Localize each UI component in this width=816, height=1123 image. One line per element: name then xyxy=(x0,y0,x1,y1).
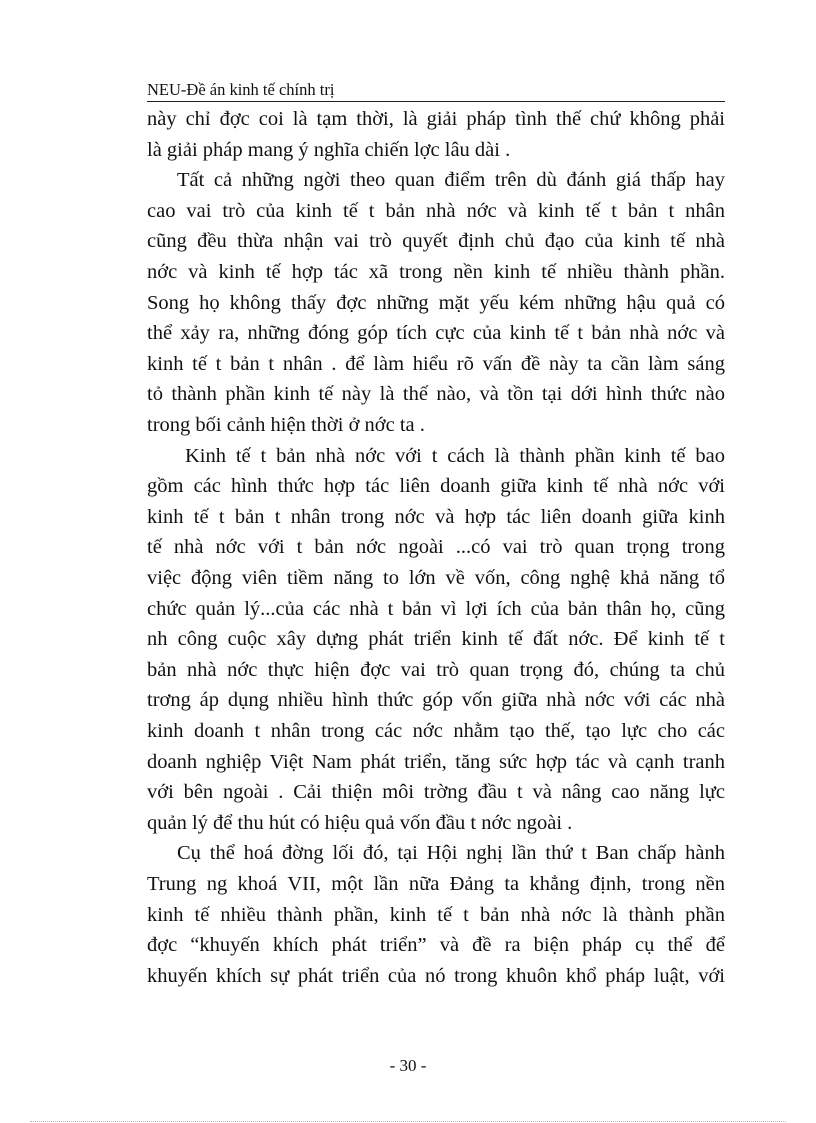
text-line: nớc và kinh tế hợp tác xã trong nền kinh tế nhiều thành phần. xyxy=(147,261,725,283)
text-line: là giải pháp mang ý nghĩa chiến lợc lâu dài . xyxy=(147,138,511,161)
text-line: trong bối cảnh hiện thời ở nớc ta . xyxy=(147,414,425,436)
text-line: này chỉ đợc coi là tạm thời, là giải pháp tình thế chứ không phải xyxy=(147,108,725,130)
text-line: quản lý để thu hút có hiệu quả vốn đầu t nớc ngoài . xyxy=(147,811,573,834)
text-line: tế nhà nớc với t bản nớc ngoài ...có vai trò quan trọng trong xyxy=(147,536,725,559)
text-line: gồm các hình thức hợp tác liên doanh giữa kinh tế nhà nớc với xyxy=(147,475,725,498)
page-bottom-rule xyxy=(30,1121,786,1122)
text-line: tỏ thành phần kinh tế này là thế nào, và tồn tại dới hình thức nào xyxy=(147,383,725,406)
text-line: cao vai trò của kinh tế t bản nhà nớc và kinh tế t bản t nhân xyxy=(147,199,725,222)
text-line: thể xảy ra, những đóng góp tích cực của kinh tế t bản nhà nớc và xyxy=(147,322,725,345)
text-line: doanh nghiệp Việt Nam phát triển, tăng sức hợp tác và cạnh tranh xyxy=(147,750,725,773)
text-line: đợc “khuyến khích phát triển” và đề ra biện pháp cụ thể để xyxy=(147,934,725,957)
text-line: Trung ng khoá VII, một lần nữa Đảng ta khẳng định, trong nền xyxy=(147,873,725,895)
text-line: Song họ không thấy đợc những mặt yếu kém những hậu quả có xyxy=(147,291,725,314)
page-number: - 30 - xyxy=(389,1056,427,1075)
text-line: với bên ngoài . Cải thiện môi trờng đầu t và nâng cao năng lực xyxy=(147,781,725,804)
running-header: NEU-Đề án kinh tế chính trị xyxy=(147,80,725,102)
text-line: kinh tế nhiều thành phần, kinh tế t bản nhà nớc là thành phần xyxy=(147,903,725,926)
text-line: cũng đều thừa nhận vai trò quyết định chủ đạo của kinh tế nhà xyxy=(147,230,725,253)
text-line: kinh doanh t nhân trong các nớc nhằm tạo thế, tạo lực cho các xyxy=(147,720,725,742)
text-line: trơng áp dụng nhiều hình thức góp vốn giữa nhà nớc với các nhà xyxy=(147,689,725,712)
text-line: kinh tế t bản t nhân trong nớc và hợp tác liên doanh giữa kinh xyxy=(147,505,725,528)
text-line: Tất cả những ngời theo quan điểm trên dù đánh giá thấp hay xyxy=(177,169,725,192)
text-line: Cụ thể hoá đờng lối đó, tại Hội nghị lần thứ t Ban chấp hành xyxy=(177,842,725,865)
text-line: khuyến khích sự phát triển của nó trong khuôn khổ pháp luật, với xyxy=(147,964,725,987)
text-line: nh công cuộc xây dựng phát triển kinh tế đất nớc. Để kinh tế t xyxy=(147,628,725,651)
text-line: kinh tế t bản t nhân . để làm hiểu rõ vấn đề này ta cần làm sáng xyxy=(147,352,725,375)
text-line: bản nhà nớc thực hiện đợc vai trò quan trọng đó, chúng ta chủ xyxy=(147,658,725,681)
text-line: Kinh tế t bản nhà nớc với t cách là thành phần kinh tế bao xyxy=(185,444,725,467)
text-line: việc động viên tiềm năng to lớn về vốn, công nghệ khả năng tổ xyxy=(147,567,725,589)
text-line: chức quản lý...của các nhà t bản vì lợi ích của bản thân họ, cũng xyxy=(147,597,725,620)
